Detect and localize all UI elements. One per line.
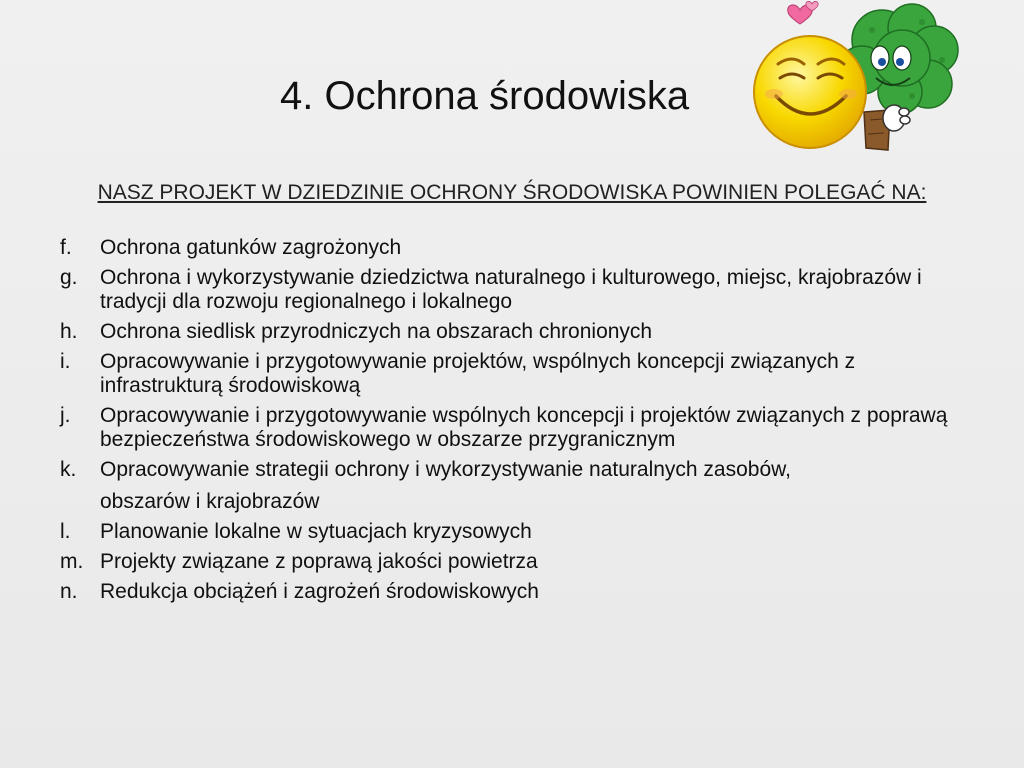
- list-item-g: [60, 266, 960, 314]
- list-item-text-continued: obszarów i krajobrazów: [100, 490, 320, 513]
- list-item-f: [60, 236, 960, 260]
- list-item-k: [60, 458, 960, 514]
- smiley-face-icon: [754, 36, 866, 148]
- heart-icon: [788, 1, 818, 24]
- list-item-j: [60, 404, 960, 452]
- list-item-text: Projekty związane z poprawą jakości powietrza: [100, 550, 538, 573]
- list-item-h: [60, 320, 960, 344]
- mascot-illustration: [752, 0, 962, 160]
- list-item-l: [60, 520, 960, 544]
- page-title: 4. Ochrona środowiska: [280, 74, 690, 118]
- list-item-text: Opracowywanie strategii ochrony i wykorzystywanie naturalnych zasobów,: [100, 458, 791, 481]
- list-item-text: Planowanie lokalne w sytuacjach kryzysowych: [100, 520, 532, 543]
- list-marker: m.: [60, 550, 84, 573]
- list-marker: f.: [60, 236, 72, 259]
- list-item-i: [60, 350, 960, 398]
- list-marker: n.: [60, 580, 78, 603]
- section-subtitle: NASZ PROJEKT W DZIEDZINIE OCHRONY ŚRODOWISKA POWINIEN POLEGAĆ NA:: [97, 181, 927, 204]
- list-item-text: Ochrona i wykorzystywanie dziedzictwa naturalnego i kulturowego, miejsc, krajobrazów i tradycji dla rozwoju regionalnego i lokalnego: [100, 266, 922, 313]
- list-marker: h.: [60, 320, 78, 343]
- list-item-text: Opracowywanie i przygotowywanie wspólnych koncepcji i projektów związanych z poprawą bezpieczeństwa środowiskowego w obszarze przygranicznym: [100, 404, 948, 451]
- list-item-n: [60, 580, 960, 604]
- list-marker: g.: [60, 266, 78, 289]
- list-item-m: [60, 550, 960, 574]
- list-marker: k.: [60, 458, 77, 481]
- list-item-text: Ochrona gatunków zagrożonych: [100, 236, 402, 259]
- list-marker: i.: [60, 350, 71, 373]
- bullet-list: [60, 236, 960, 610]
- list-marker: j.: [60, 404, 71, 427]
- list-item-text: Redukcja obciążeń i zagrożeń środowiskowych: [100, 580, 539, 603]
- list-item-text: Ochrona siedlisk przyrodniczych na obszarach chronionych: [100, 320, 653, 343]
- list-marker: l.: [60, 520, 71, 543]
- list-item-text: Opracowywanie i przygotowywanie projektów, wspólnych koncepcji związanych z infrastrukturą środowiskową: [100, 350, 856, 397]
